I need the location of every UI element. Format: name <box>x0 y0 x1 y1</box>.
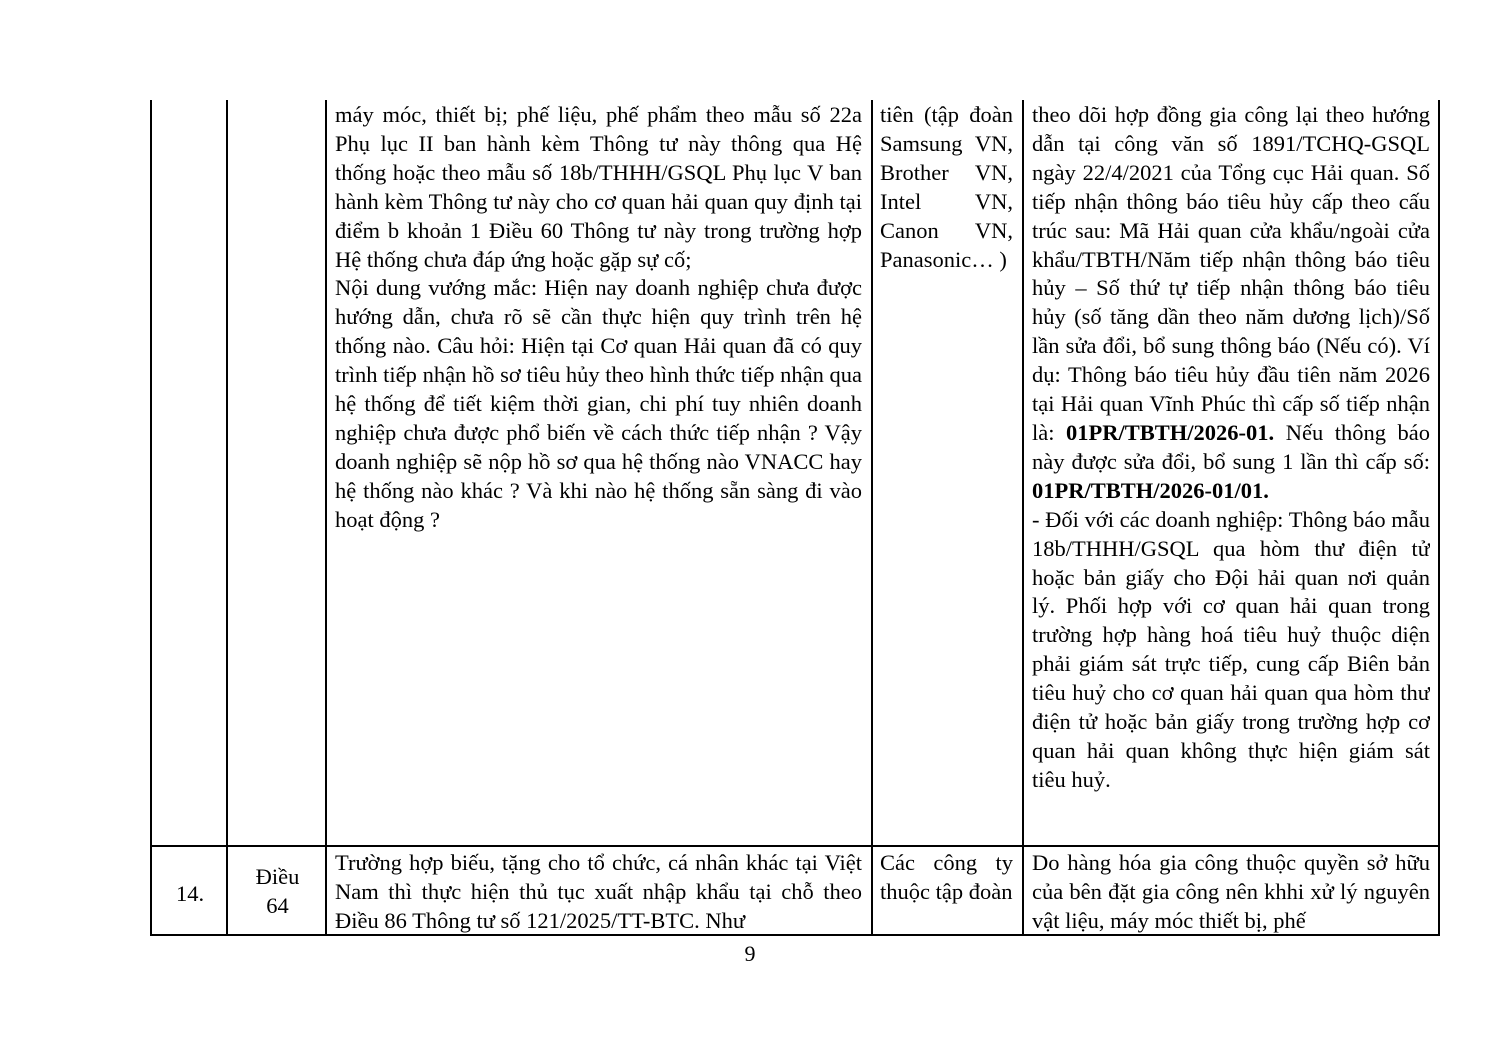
article-label: Điều <box>255 864 300 889</box>
response-paragraph: Do hàng hóa gia công thuộc quyền sở hữu của bên đặt gia công nên khhi xử lý nguyên vật liệu, máy móc thiết bị, phế <box>1032 850 1430 933</box>
entity-text: Các công ty thuộc tập đoàn <box>880 850 1013 904</box>
article-number: 64 <box>266 892 289 918</box>
receipt-number-example: 01PR/TBTH/2026-01. <box>1066 419 1275 445</box>
article-cell <box>230 863 325 931</box>
continued-row-response-cell <box>1032 101 1430 843</box>
row14-entity-cell <box>880 849 1013 933</box>
row14-content-cell <box>335 849 862 933</box>
content-paragraph: Nội dung vướng mắc: Hiện nay doanh nghiệp chưa được hướng dẫn, chưa rõ sẽ cần thực hiện quy trình trên hệ thống nào. Câu hỏi: Hiện tại Cơ quan Hải quan đã có quy trình tiếp nhận hồ sơ tiêu hủy theo hình thức tiếp nhận qua hệ thống để tiết kiệm thời gian, chi phí tuy nhiên doanh nghiệp chưa được phổ biến về cách thức tiếp nhận ? Vậy doanh nghiệp sẽ nộp hồ sơ qua hệ thống nào VNACC hay hệ thống nào khác ? Và khi nào hệ thống sẵn sàng đi vào hoạt động ? <box>335 275 862 532</box>
entity-text: tiên (tập đoàn Samsung VN, Brother VN, Intel VN, Canon VN, Panasonic… ) <box>880 102 1013 272</box>
content-paragraph: Trường hợp biếu, tặng cho tổ chức, cá nhân khác tại Việt Nam thì thực hiện thủ tục xuất nhập khẩu tại chỗ theo Điều 86 Thông tư số 121/2025/TT-BTC. Như <box>335 850 862 933</box>
table-border-left <box>150 100 152 936</box>
table-border-right <box>1438 100 1440 936</box>
column-divider-2 <box>325 100 327 936</box>
receipt-number-amended-example: 01PR/TBTH/2026-01/01. <box>1032 477 1269 503</box>
response-paragraph <box>1032 101 1430 506</box>
feedback-table <box>150 100 1440 936</box>
continued-row-entity-cell <box>880 101 1013 843</box>
column-divider-4 <box>1022 100 1024 936</box>
response-text: theo dõi hợp đồng gia công lại theo hướng dẫn tại công văn số 1891/TCHQ-GSQL ngày 22/4/2021 của Tổng cục Hải quan. Số tiếp nhận thông báo tiêu hủy cấp theo cấu trúc sau: Mã Hải quan cửa khẩu/ngoài cửa khẩu/TBTH/Năm tiếp nhận thông báo tiêu hủy – Số thứ tự tiếp nhận thông báo tiêu hủy (số tăng dần theo năm dương lịch)/Số lần sửa đổi, bổ sung thông báo (Nếu có). Ví dụ: Thông báo tiêu hủy đầu tiên năm 2026 tại Hải quan Vĩnh Phúc thì cấp số tiếp nhận là: <box>1032 102 1430 445</box>
continued-row-content-cell <box>335 101 862 843</box>
column-divider-1 <box>226 100 228 936</box>
page-number: 9 <box>744 941 756 966</box>
row-divider <box>150 845 1440 847</box>
response-paragraph: - Đối với các doanh nghiệp: Thông báo mẫu 18b/THHH/GSQL qua hòm thư điện tử hoặc bản giấy cho Đội hải quan nơi quản lý. Phối hợp với cơ quan hải quan trong trường hợp hàng hoá tiêu huỷ thuộc diện phải giám sát trực tiếp, cung cấp Biên bản tiêu huỷ cho cơ quan hải quan qua hòm thư điện tử hoặc bản giấy trong trường hợp cơ quan hải quan không thực hiện giám sát tiêu huỷ. <box>1032 506 1430 792</box>
row-number: 14. <box>175 881 205 906</box>
content-paragraph: máy móc, thiết bị; phế liệu, phế phẩm theo mẫu số 22a Phụ lục II ban hành kèm Thông tư này thông qua Hệ thống hoặc theo mẫu số 18b/THHH/GSQL Phụ lục V ban hành kèm Thông tư này cho cơ quan hải quan quy định tại điểm b khoản 1 Điều 60 Thông tư này trong trường hợp Hệ thống chưa đáp ứng hoặc gặp sự cố; <box>335 102 862 272</box>
row14-response-cell <box>1032 849 1430 933</box>
column-divider-3 <box>871 100 873 936</box>
response-text: Nếu thông báo này được sửa đổi, bổ sung 1 lần thì cấp số: <box>1032 419 1430 474</box>
table-border-bottom <box>150 934 1440 936</box>
